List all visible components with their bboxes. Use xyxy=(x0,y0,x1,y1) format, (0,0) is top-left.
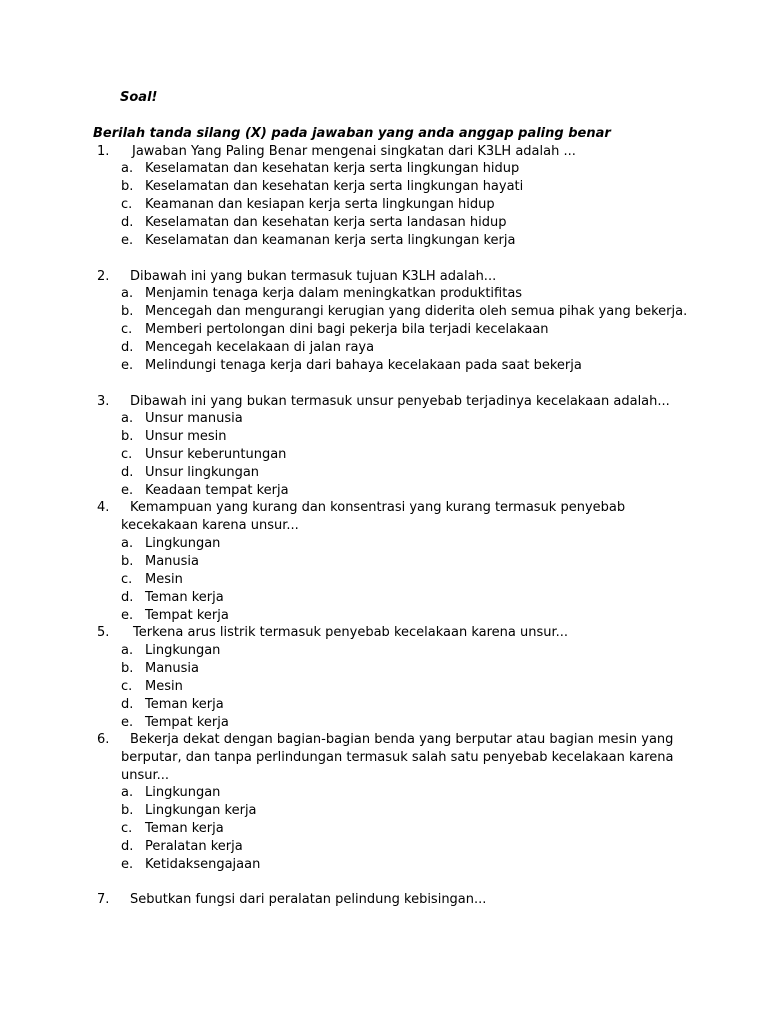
option-text[interactable]: Keselamatan dan keamanan kerja serta lingkungan kerja xyxy=(145,233,516,248)
option-letter[interactable]: b. xyxy=(121,661,134,676)
question-text: berputar, dan tanpa perlindungan termasuk salah satu penyebab kecelakaan karena xyxy=(121,750,674,765)
option-letter[interactable]: b. xyxy=(121,304,134,319)
question-number: 2. xyxy=(97,269,110,284)
option-letter[interactable]: a. xyxy=(121,536,134,551)
question-number: 3. xyxy=(97,394,110,409)
question-number: 1. xyxy=(97,144,110,159)
option-text[interactable]: Keselamatan dan kesehatan kerja serta landasan hidup xyxy=(145,215,507,230)
option-letter[interactable]: d. xyxy=(121,590,134,605)
option-letter[interactable]: c. xyxy=(121,322,133,337)
question-number: 4. xyxy=(97,500,110,515)
option-letter[interactable]: c. xyxy=(121,197,133,212)
option-text[interactable]: Mencegah dan mengurangi kerugian yang diderita oleh semua pihak yang bekerja. xyxy=(145,304,688,319)
option-letter[interactable]: b. xyxy=(121,429,134,444)
option-letter[interactable]: a. xyxy=(121,785,134,800)
option-text[interactable]: Mencegah kecelakaan di jalan raya xyxy=(145,340,375,355)
option-letter[interactable]: e. xyxy=(121,483,134,498)
question-text: kecekakaan karena unsur... xyxy=(121,518,299,533)
option-text[interactable]: Menjamin tenaga kerja dalam meningkatkan produktifitas xyxy=(145,286,523,301)
option-letter[interactable]: d. xyxy=(121,215,134,230)
option-letter[interactable]: c. xyxy=(121,572,133,587)
option-text[interactable]: Unsur mesin xyxy=(145,429,227,444)
option-text[interactable]: Teman kerja xyxy=(145,590,224,605)
option-text[interactable]: Manusia xyxy=(145,661,200,676)
option-text[interactable]: Teman kerja xyxy=(145,821,224,836)
option-letter[interactable]: a. xyxy=(121,643,134,658)
option-text[interactable]: Peralatan kerja xyxy=(145,839,243,854)
question-number: 5. xyxy=(97,625,110,640)
option-letter[interactable]: b. xyxy=(121,554,134,569)
option-letter[interactable]: b. xyxy=(121,803,134,818)
option-letter[interactable]: e. xyxy=(121,715,134,730)
option-letter[interactable]: d. xyxy=(121,839,134,854)
question-text: Kemampuan yang kurang dan konsentrasi yang kurang termasuk penyebab xyxy=(130,500,626,515)
option-text[interactable]: Tempat kerja xyxy=(145,608,229,623)
option-text[interactable]: Keadaan tempat kerja xyxy=(145,483,289,498)
option-text[interactable]: Unsur keberuntungan xyxy=(145,447,287,462)
option-text[interactable]: Unsur manusia xyxy=(145,411,243,426)
option-text[interactable]: Tempat kerja xyxy=(145,715,229,730)
page-title: Soal! xyxy=(120,90,158,105)
option-letter[interactable]: c. xyxy=(121,679,133,694)
question-text: Dibawah ini yang bukan termasuk tujuan K3LH adalah... xyxy=(130,269,497,284)
option-letter[interactable]: e. xyxy=(121,608,134,623)
option-text[interactable]: Manusia xyxy=(145,554,200,569)
option-letter[interactable]: a. xyxy=(121,161,134,176)
option-letter[interactable]: b. xyxy=(121,179,134,194)
option-text[interactable]: Mesin xyxy=(145,679,183,694)
option-letter[interactable]: e. xyxy=(121,233,134,248)
option-text[interactable]: Lingkungan kerja xyxy=(145,803,257,818)
option-letter[interactable]: a. xyxy=(121,286,134,301)
option-text[interactable]: Keselamatan dan kesehatan kerja serta lingkungan hidup xyxy=(145,161,520,176)
question-number: 7. xyxy=(97,892,110,907)
question-text: Bekerja dekat dengan bagian-bagian benda yang berputar atau bagian mesin yang xyxy=(130,732,674,747)
question-text: Sebutkan fungsi dari peralatan pelindung kebisingan... xyxy=(130,892,487,907)
question-number: 6. xyxy=(97,732,110,747)
option-letter[interactable]: c. xyxy=(121,447,133,462)
instruction-text: Berilah tanda silang (X) pada jawaban yang anda anggap paling benar xyxy=(93,126,611,141)
option-letter[interactable]: d. xyxy=(121,340,134,355)
option-letter[interactable]: e. xyxy=(121,857,134,872)
option-letter[interactable]: d. xyxy=(121,465,134,480)
question-text: unsur... xyxy=(121,768,170,783)
option-text[interactable]: Mesin xyxy=(145,572,183,587)
option-text[interactable]: Melindungi tenaga kerja dari bahaya kecelakaan pada saat bekerja xyxy=(145,358,582,373)
question-text: Jawaban Yang Paling Benar mengenai singkatan dari K3LH adalah ... xyxy=(132,144,576,159)
question-text: Terkena arus listrik termasuk penyebab kecelakaan karena unsur... xyxy=(133,625,569,640)
option-text[interactable]: Lingkungan xyxy=(145,643,221,658)
option-text[interactable]: Ketidaksengajaan xyxy=(145,857,261,872)
question-text: Dibawah ini yang bukan termasuk unsur penyebab terjadinya kecelakaan adalah... xyxy=(130,394,670,409)
option-text[interactable]: Memberi pertolongan dini bagi pekerja bila terjadi kecelakaan xyxy=(145,322,549,337)
option-text[interactable]: Lingkungan xyxy=(145,536,221,551)
option-letter[interactable]: d. xyxy=(121,697,134,712)
option-text[interactable]: Unsur lingkungan xyxy=(145,465,260,480)
option-letter[interactable]: c. xyxy=(121,821,133,836)
option-text[interactable]: Keselamatan dan kesehatan kerja serta lingkungan hayati xyxy=(145,179,524,194)
option-text[interactable]: Lingkungan xyxy=(145,785,221,800)
option-letter[interactable]: e. xyxy=(121,358,134,373)
option-text[interactable]: Teman kerja xyxy=(145,697,224,712)
option-letter[interactable]: a. xyxy=(121,411,134,426)
option-text[interactable]: Keamanan dan kesiapan kerja serta lingkungan hidup xyxy=(145,197,495,212)
